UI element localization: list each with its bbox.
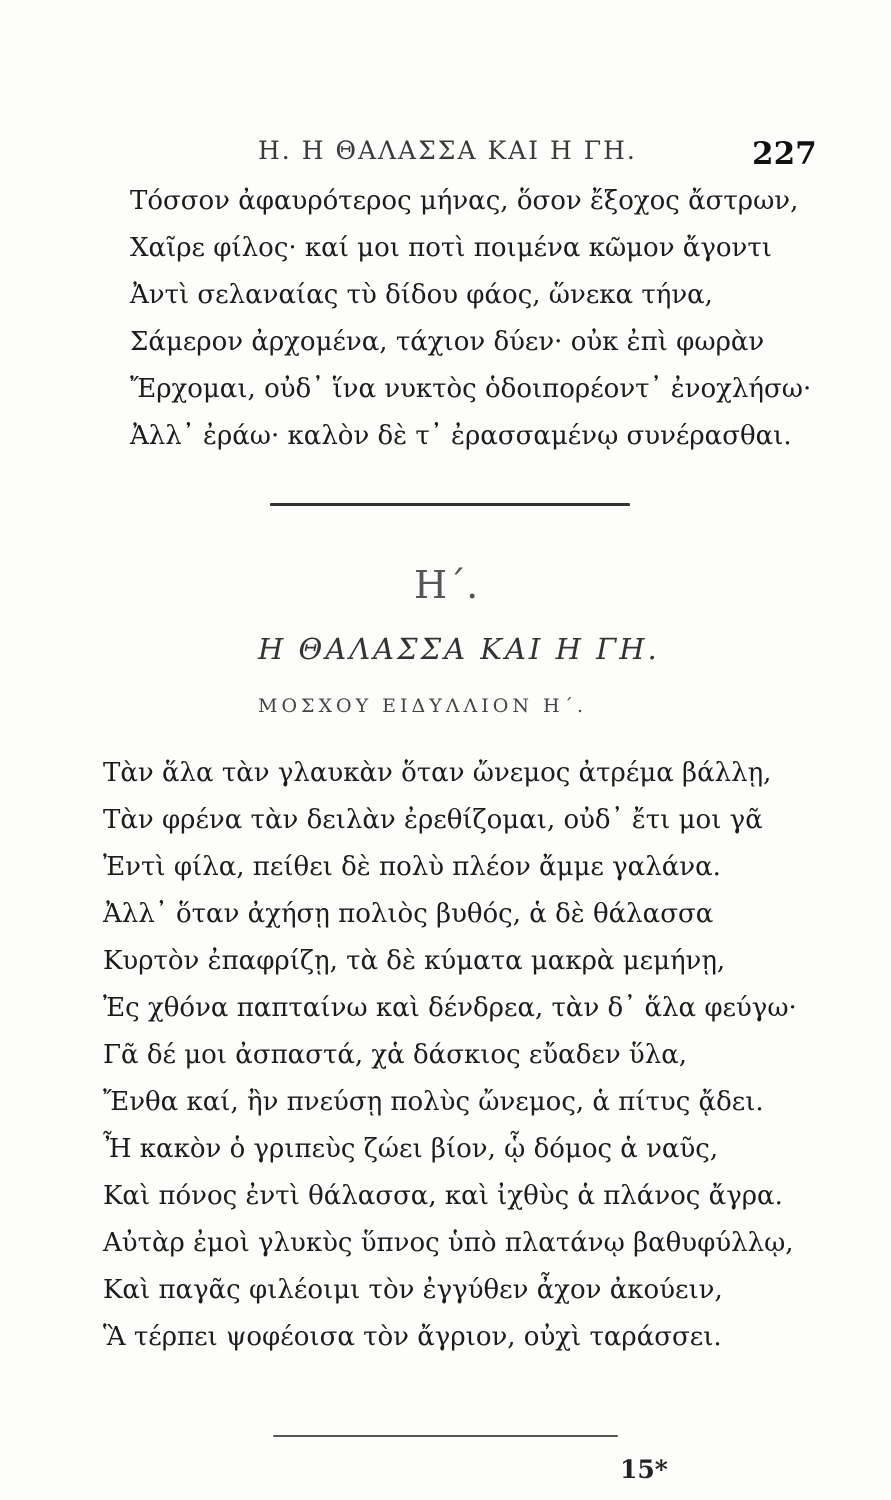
running-head: Η. Η ΘΑΛΑΣΣΑ ΚΑΙ Η ΓΗ. [258, 136, 637, 165]
verse-line: Καὶ παγᾶς φιλέοιμι τὸν ἐγγύθεν ἆχον ἀκούειν, [103, 1275, 723, 1305]
verse-line: Ἦ κακὸν ὁ γριπεὺς ζώει βίον, ᾧ δόμος ἁ ναῦς, [103, 1134, 719, 1164]
poem-subtitle: ΜΟΣΧΟΥ ΕΙΔΥΛΛΙΟΝ Η΄. [258, 695, 588, 717]
verse-line: Ἔρχομαι, οὐδ᾽ ἵνα νυκτὸς ὁδοιπορέοντ᾽ ἐνοχλήσω· [130, 374, 812, 404]
page-number: 227 [752, 136, 817, 172]
verse-line: Τὰν φρένα τὰν δειλὰν ἐρεθίζομαι, οὐδ᾽ ἔτι μοι γᾶ [103, 805, 763, 835]
verse-block-top [130, 178, 811, 460]
section-numeral: Η΄. [414, 563, 479, 607]
verse-line: Γᾶ δέ μοι ἀσπαστά, χἁ δάσκιος εὔαδεν ὕλα, [103, 1040, 688, 1070]
verse-line: Ἃ τέρπει ψοφέοισα τὸν ἄγριον, οὐχὶ ταράσσει. [103, 1322, 722, 1352]
poem-title: Η ΘΑΛΑΣΣΑ ΚΑΙ Η ΓΗ. [258, 632, 660, 666]
verse-line: Ἐς χθόνα παπταίνω καὶ δένδρεα, τὰν δ᾽ ἅλα φεύγω· [103, 993, 797, 1023]
signature-mark: 15* [620, 1455, 668, 1484]
verse-line: Ἀλλ᾽ ὅταν ἀχήσῃ πολιὸς βυθός, ἁ δὲ θάλασσα [103, 899, 714, 929]
footer-divider [273, 1435, 618, 1437]
verse-line: Ἐντὶ φίλα, πείθει δὲ πολὺ πλέον ἄμμε γαλάνα. [103, 852, 721, 882]
verse-line: Χαῖρε φίλος· καί μοι ποτὶ ποιμένα κῶμον ἄγοντι [130, 233, 772, 263]
verse-block-main [103, 750, 797, 1361]
verse-line: Τὰν ἅλα τὰν γλαυκὰν ὅταν ὤνεμος ἀτρέμα βάλλῃ, [103, 758, 772, 788]
verse-line: Σάμερον ἀρχομένα, τάχιον δύεν· οὐκ ἐπὶ φωρὰν [130, 327, 765, 357]
verse-line: Ἔνθα καί, ἢν πνεύσῃ πολὺς ὤνεμος, ἁ πίτυς ᾄδει. [103, 1087, 764, 1117]
verse-line: Ἀντὶ σελαναίας τὺ δίδου φάος, ὥνεκα τήνα, [130, 280, 713, 310]
verse-line: Τόσσον ἀφαυρότερος μήνας, ὅσον ἔξοχος ἄστρων, [130, 186, 799, 216]
verse-line: Καὶ πόνος ἐντὶ θάλασσα, καὶ ἰχθὺς ἁ πλάνος ἄγρα. [103, 1181, 783, 1211]
section-divider [270, 503, 630, 506]
verse-line: Ἀλλ᾽ ἐράω· καλὸν δὲ τ᾽ ἐρασσαμένῳ συνέρασθαι. [130, 421, 792, 451]
verse-line: Κυρτὸν ἐπαφρίζῃ, τὰ δὲ κύματα μακρὰ μεμήνῃ, [103, 946, 726, 976]
verse-line: Αὐτὰρ ἐμοὶ γλυκὺς ὕπνος ὑπὸ πλατάνῳ βαθυφύλλῳ, [103, 1228, 794, 1258]
